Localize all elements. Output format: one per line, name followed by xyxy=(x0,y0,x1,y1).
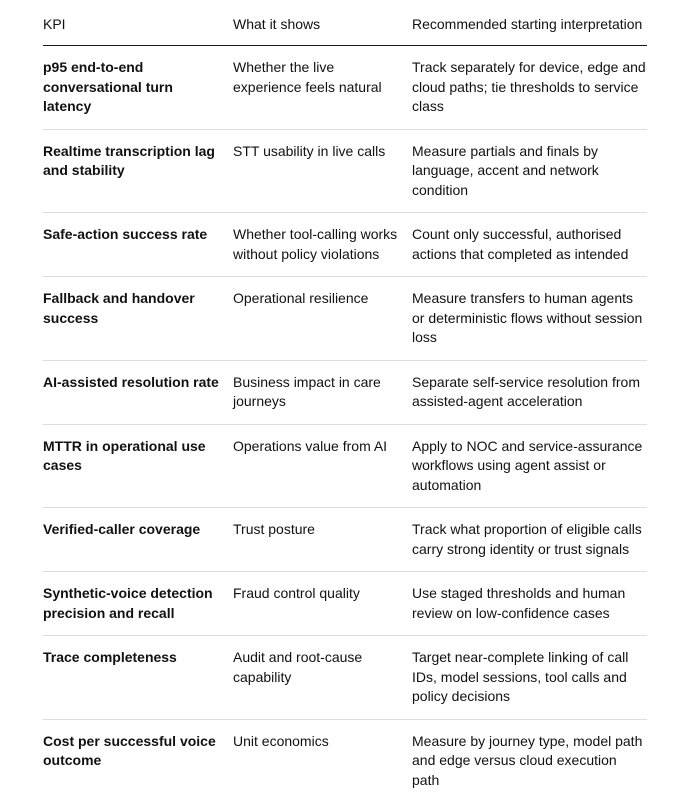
interpretation-cell: Measure by journey type, model path and edge versus cloud execution path xyxy=(412,720,647,802)
interpretation-cell: Count only successful, authorised actions that completed as intended xyxy=(412,213,647,276)
table-row xyxy=(43,277,647,361)
column-header-kpi: KPI xyxy=(43,0,233,45)
interpretation-cell: Measure transfers to human agents or deterministic flows without session loss xyxy=(412,277,647,360)
interpretation-cell: Target near-complete linking of call IDs, model sessions, tool calls and policy decisions xyxy=(412,636,647,719)
shows-cell: Business impact in care journeys xyxy=(233,361,412,424)
shows-cell: STT usability in live calls xyxy=(233,130,412,213)
shows-cell: Whether the live experience feels natural xyxy=(233,46,412,129)
kpi-cell: Safe-action success rate xyxy=(43,213,233,276)
shows-cell: Trust posture xyxy=(233,508,412,571)
table-row xyxy=(43,572,647,636)
column-header-what-it-shows: What it shows xyxy=(233,0,412,45)
interpretation-cell: Measure partials and finals by language, accent and network condition xyxy=(412,130,647,213)
table-row xyxy=(43,46,647,130)
table-row xyxy=(43,361,647,425)
kpi-cell: p95 end-to-end conversational turn latency xyxy=(43,46,233,129)
interpretation-cell: Track separately for device, edge and cloud paths; tie thresholds to service class xyxy=(412,46,647,129)
kpi-cell: Synthetic-voice detection precision and recall xyxy=(43,572,233,635)
table-row xyxy=(43,425,647,509)
interpretation-cell: Track what proportion of eligible calls carry strong identity or trust signals xyxy=(412,508,647,571)
kpi-cell: Trace completeness xyxy=(43,636,233,719)
shows-cell: Operations value from AI xyxy=(233,425,412,508)
kpi-cell: MTTR in operational use cases xyxy=(43,425,233,508)
shows-cell: Whether tool-calling works without policy violations xyxy=(233,213,412,276)
interpretation-cell: Use staged thresholds and human review on low-confidence cases xyxy=(412,572,647,635)
kpi-cell: AI-assisted resolution rate xyxy=(43,361,233,424)
table-row xyxy=(43,720,647,802)
table-header xyxy=(43,0,647,46)
shows-cell: Audit and root-cause capability xyxy=(233,636,412,719)
table-row xyxy=(43,130,647,214)
kpi-cell: Realtime transcription lag and stability xyxy=(43,130,233,213)
table-row xyxy=(43,508,647,572)
table-row xyxy=(43,636,647,720)
column-header-interpretation: Recommended starting interpretation xyxy=(412,0,647,45)
kpi-cell: Verified-caller coverage xyxy=(43,508,233,571)
interpretation-cell: Separate self-service resolution from assisted-agent acceleration xyxy=(412,361,647,424)
shows-cell: Operational resilience xyxy=(233,277,412,360)
kpi-cell: Fallback and handover success xyxy=(43,277,233,360)
shows-cell: Unit economics xyxy=(233,720,412,802)
table-row xyxy=(43,213,647,277)
kpi-table xyxy=(43,0,647,802)
kpi-cell: Cost per successful voice outcome xyxy=(43,720,233,802)
shows-cell: Fraud control quality xyxy=(233,572,412,635)
interpretation-cell: Apply to NOC and service-assurance workflows using agent assist or automation xyxy=(412,425,647,508)
